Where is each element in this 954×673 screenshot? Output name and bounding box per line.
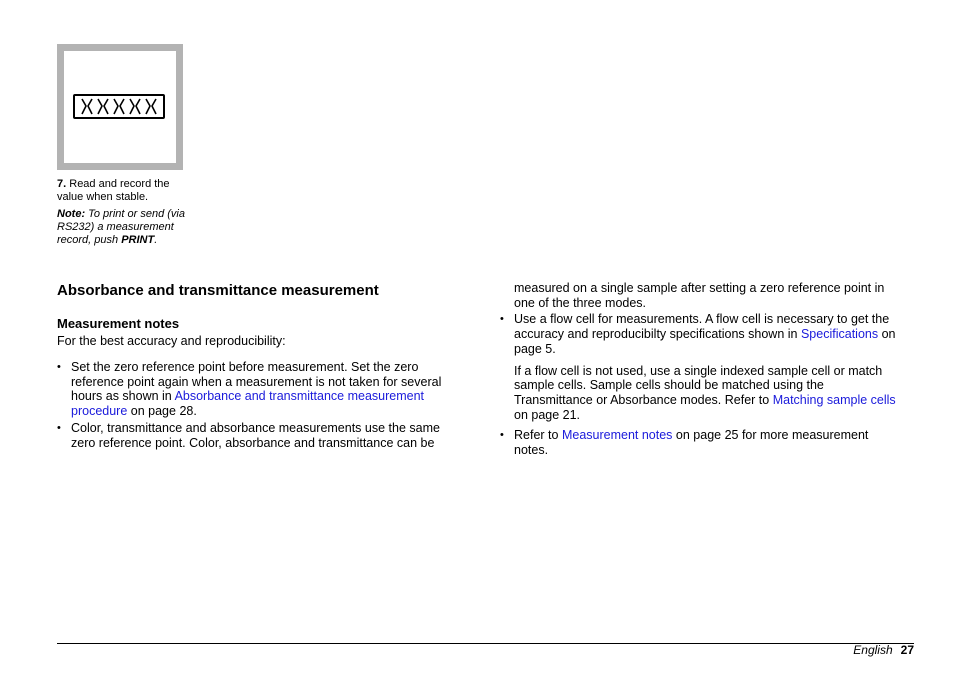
step-7: [57, 178, 187, 204]
list-item: [500, 312, 900, 422]
section-title: Absorbance and transmittance measurement: [57, 282, 379, 299]
bullet-text-end: on page 28.: [130, 404, 197, 419]
note-label: Note:: [57, 208, 86, 220]
subpara-text: If a flow cell is not used, use a single indexed sample cell or match sample cells. Sample cells should be matched using the Transmittance or Absorbance modes. Refer to: [514, 363, 883, 407]
footer-language: English: [853, 643, 893, 657]
measurement-notes-link[interactable]: Measurement notes: [561, 428, 673, 443]
print-note: [57, 208, 187, 247]
specifications-link[interactable]: Specifications: [800, 327, 879, 342]
left-bullet-list: [57, 360, 457, 452]
page-number: 27: [900, 643, 914, 657]
display-figure-inner: [64, 51, 176, 163]
lcd-digit-x-icon: [128, 98, 142, 115]
matching-sample-cells-link[interactable]: Matching sample cells: [772, 392, 896, 407]
right-bullet-list: [500, 312, 900, 457]
page-footer: [853, 643, 914, 657]
note-end: .: [154, 234, 158, 246]
list-item: [57, 360, 457, 419]
lcd-digit-x-icon: [112, 98, 126, 115]
bullet-text-end: on page 5.: [514, 327, 896, 356]
continuation-text: measured on a single sample after setting a zero reference point in one of the three modes.: [514, 281, 885, 310]
note-text: To print or send (via RS232) a measurement record, push: [57, 208, 185, 246]
bullet-text: Color, transmittance and absorbance measurements use the same zero reference point. Color, absorbance and transmittance can be: [71, 420, 440, 450]
lcd-digit-x-icon: [80, 98, 94, 115]
bullet-text: Refer to: [514, 428, 559, 443]
bullet-text: Use a flow cell for measurements. A flow cell is necessary to get the accuracy and reproducibilty specifications shown in: [514, 312, 890, 342]
lcd-digit-x-icon: [144, 98, 158, 115]
footer-divider: [57, 643, 914, 644]
bullet-text: Set the zero reference point before measurement. Set the zero reference point again when a measurement is not taken for several hours as shown in: [71, 360, 442, 404]
section-subtitle: Measurement notes: [57, 316, 180, 331]
subpara-text-end: on page 21.: [514, 407, 581, 422]
list-item: [500, 428, 900, 457]
absorbance-procedure-link[interactable]: Absorbance and transmittance measurement procedure: [71, 389, 425, 419]
display-figure: [57, 44, 183, 170]
note-key: PRINT: [121, 234, 155, 246]
list-item: [57, 421, 457, 450]
step-text: Read and record the value when stable.: [57, 178, 170, 203]
lcd-display-icon: [73, 94, 165, 119]
lcd-digit-x-icon: [96, 98, 110, 115]
bullet-text-end: on page 25 for more measurement notes.: [514, 428, 869, 458]
intro-text: For the best accuracy and reproducibility:: [57, 334, 286, 348]
right-column: [500, 281, 900, 458]
step-number: 7.: [57, 178, 67, 190]
bullet-subparagraph: [514, 364, 900, 423]
